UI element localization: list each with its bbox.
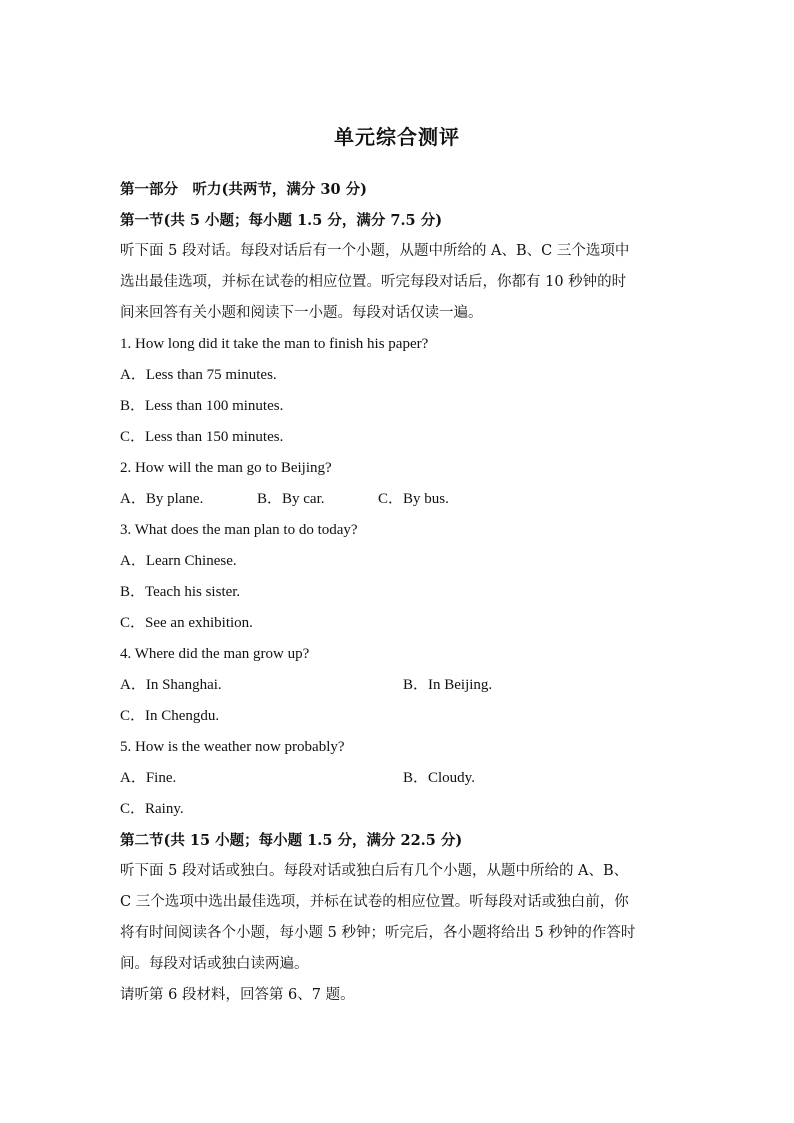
section2-instruction-line: 听下面 5 段对话或独白。每段对话或独白后有几个小题，从题中所给的 A、B、	[120, 863, 629, 879]
section2-heading: 第二节(共 15 小题；每小题 1.5 分，满分 22.5 分)	[120, 832, 463, 849]
section2-instruction-line: C 三个选项中选出最佳选项，并标在试卷的相应位置。听每段对话或独白前，你	[120, 894, 629, 910]
section1-heading: 第一节(共 5 小题；每小题 1.5 分，满分 7.5 分)	[120, 212, 443, 229]
question-1-option-b: B．Less than 100 minutes.	[120, 398, 284, 414]
question-4-option-c: C．In Chengdu.	[120, 708, 220, 724]
question-3-option-b: B．Teach his sister.	[120, 584, 241, 600]
question-2-option-c: C．By bus.	[378, 491, 449, 507]
question-1-option-c: C．Less than 150 minutes.	[120, 429, 284, 445]
question-5-option-c: C．Rainy.	[120, 801, 184, 817]
question-5: 5. How is the weather now probably?	[120, 739, 345, 755]
section2-instruction-line: 将有时间阅读各个小题，每小题 5 秒钟；听完后，各小题将给出 5 秒钟的作答时	[120, 925, 636, 941]
question-2-options	[120, 484, 680, 515]
question-5-options-row	[120, 763, 680, 794]
question-1: 1. How long did it take the man to finish his paper?	[120, 336, 429, 352]
section1-instruction-line: 选出最佳选项，并标在试卷的相应位置。听完每段对话后，你都有 10 秒钟的时	[120, 274, 627, 290]
section2-instruction-line: 间。每段对话或独白读两遍。	[120, 956, 309, 972]
question-4-option-a: A．In Shanghai.	[120, 677, 222, 693]
section2-prompt: 请听第 6 段材料，回答第 6、7 题。	[120, 987, 355, 1003]
question-2: 2. How will the man go to Beijing?	[120, 460, 332, 476]
question-3-option-a: A．Learn Chinese.	[120, 553, 237, 569]
question-4: 4. Where did the man grow up?	[120, 646, 310, 662]
section1-instruction-line: 间来回答有关小题和阅读下一小题。每段对话仅读一遍。	[120, 305, 483, 321]
question-5-option-a: A．Fine.	[120, 770, 177, 786]
document-body	[120, 174, 680, 1011]
question-4-options-row	[120, 670, 680, 701]
page-title: 单元综合测评	[334, 125, 460, 149]
part1-heading: 第一部分 听力(共两节，满分 30 分)	[120, 181, 367, 198]
question-4-option-b: B．In Beijing.	[403, 677, 493, 693]
question-1-option-a: A．Less than 75 minutes.	[120, 367, 277, 383]
question-2-option-b: B．By car.	[257, 491, 325, 507]
question-2-option-a: A．By plane.	[120, 491, 204, 507]
question-3: 3. What does the man plan to do today?	[120, 522, 358, 538]
question-3-option-c: C．See an exhibition.	[120, 615, 253, 631]
section1-instruction-line: 听下面 5 段对话。每段对话后有一个小题，从题中所给的 A、B、C 三个选项中	[120, 243, 630, 259]
question-5-option-b: B．Cloudy.	[403, 770, 475, 786]
